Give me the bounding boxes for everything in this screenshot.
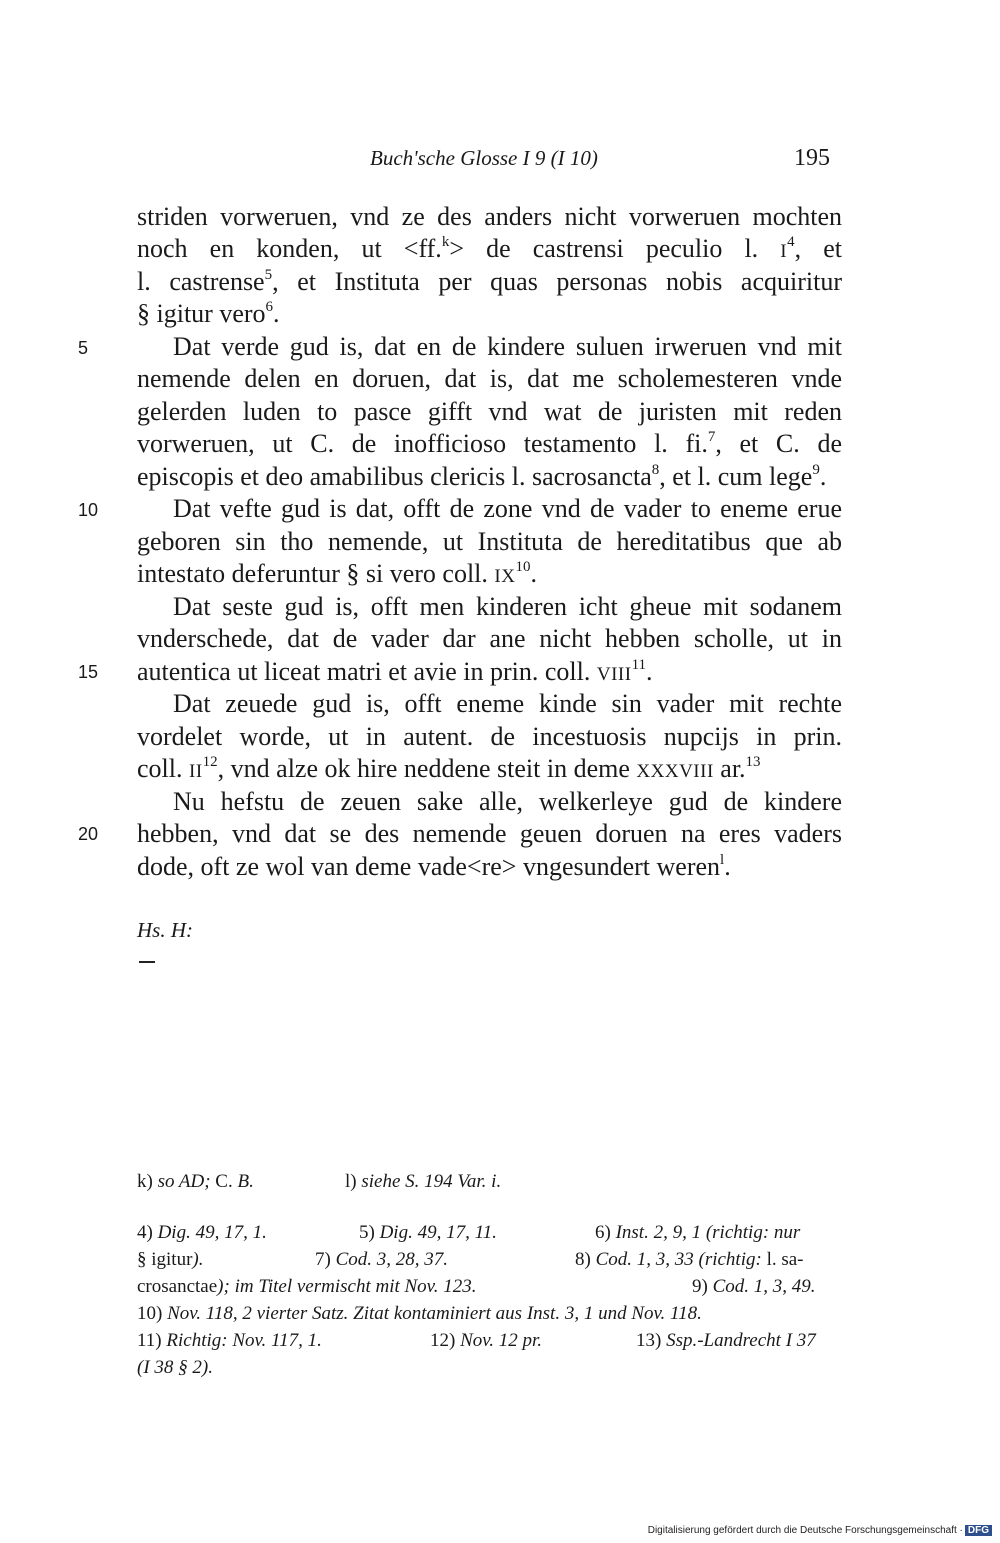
text-line: Dat seste gud is, offt men kinderen icht gheue mit sodanem <box>173 592 842 621</box>
text-line: intestato deferuntur § si vero coll. IX$^{10}$. <box>137 559 537 588</box>
line-number: 5 <box>78 338 89 358</box>
footnote-11: 11) Richtig: Nov. 117, 1. <box>137 1330 322 1351</box>
text-line: dode, oft ze wol van deme vade<re> vngesundert weren$^l$. <box>137 852 731 881</box>
footnote-9: 9) Cod. 1, 3, 49. <box>692 1276 816 1297</box>
dash-divider <box>139 961 155 963</box>
footnote-7: 7) Cod. 3, 28, 37. <box>315 1249 449 1270</box>
variant-l: l) siehe S. 194 Var. i. <box>345 1171 502 1192</box>
variant-k: k) so AD; C. B. <box>137 1171 254 1192</box>
footnote-4: 4) Dig. 49, 17, 1. <box>137 1222 267 1243</box>
text-line: vordelet worde, ut in autent. de incestuosis nupcijs in prin. <box>137 722 842 751</box>
footnote-10: 10) Nov. 118, 2 vierter Satz. Zitat kontaminiert aus Inst. 3, 1 und Nov. 118. <box>137 1303 702 1324</box>
text-line: nemende delen en doruen, dat is, dat me scholemesteren vnde <box>137 364 842 393</box>
digitization-credit <box>648 1525 992 1536</box>
text-line: vnderschede, dat de vader dar ane nicht hebben scholle, ut in <box>137 624 842 653</box>
text-line: episcopis et deo amabilibus clericis l. sacrosancta$^8$, et l. cum lege$^9$. <box>137 462 827 491</box>
footnote-line: (I 38 § 2). <box>137 1357 213 1378</box>
text-line: vorweruen, ut C. de inofficioso testamento l. fi.$^7$, et C. de <box>137 429 842 458</box>
text-line: Dat zeuede gud is, offt eneme kinde sin vader mit rechte <box>173 689 842 718</box>
text-line: hebben, vnd dat se des nemende geuen doruen na eres vaders <box>137 819 842 848</box>
footnote-5: 5) Dig. 49, 17, 11. <box>359 1222 497 1243</box>
text-line: § igitur vero$^6$. <box>137 299 280 328</box>
line-number: 15 <box>78 662 99 682</box>
line-number: 10 <box>78 500 99 520</box>
text-line: Dat verde gud is, dat en de kindere suluen irweruen vnd mit <box>173 332 842 361</box>
footnote-12: 12) Nov. 12 pr. <box>430 1330 543 1351</box>
page-number: 195 <box>794 145 830 171</box>
text-line: Dat vefte gud is dat, offt de zone vnd de vader to eneme erue <box>173 494 842 523</box>
text-line: striden vorweruen, vnd ze des anders nicht vorweruen mochten <box>137 202 842 231</box>
text-line: Nu hefstu de zeuen sake alle, welkerleye gud de kindere <box>173 787 842 816</box>
footnote-6: 6) Inst. 2, 9, 1 (richtig: nur <box>595 1222 801 1243</box>
credit-text: Digitalisierung gefördert durch die Deutsche Forschungsgemeinschaft · <box>647 1525 963 1536</box>
text-line: noch en konden, ut <ff.$^k$> de castrensi peculio l. $I^4$, et <box>137 234 843 263</box>
dfg-logo: DFG <box>965 1525 992 1536</box>
manuscript-note: Hs. H: <box>137 918 193 942</box>
footnote-13: 13) Ssp.-Landrecht I 37 <box>636 1330 816 1351</box>
text-line: autentica ut liceat matri et avie in prin. coll. VIII$^{11}$. <box>137 657 653 686</box>
text-line: gelerden luden to pasce gifft vnd wat de juristen mit reden <box>137 397 842 426</box>
line-number: 20 <box>78 824 99 844</box>
footnote-8: 8) Cod. 1, 3, 33 (richtig: l. sa- <box>575 1249 804 1270</box>
text-line: geboren sin tho nemende, ut Instituta de hereditatibus que ab <box>137 527 842 556</box>
text-line: l. castrense$^5$, et Instituta per quas personas nobis acquiritur <box>137 267 842 296</box>
running-header-title: Buch'sche Glosse I 9 (I 10) <box>370 146 598 170</box>
text-line: coll. II$^{12}$, vnd alze ok hire neddene steit in deme XXXVIII ar.$^{13}$ <box>137 754 761 783</box>
